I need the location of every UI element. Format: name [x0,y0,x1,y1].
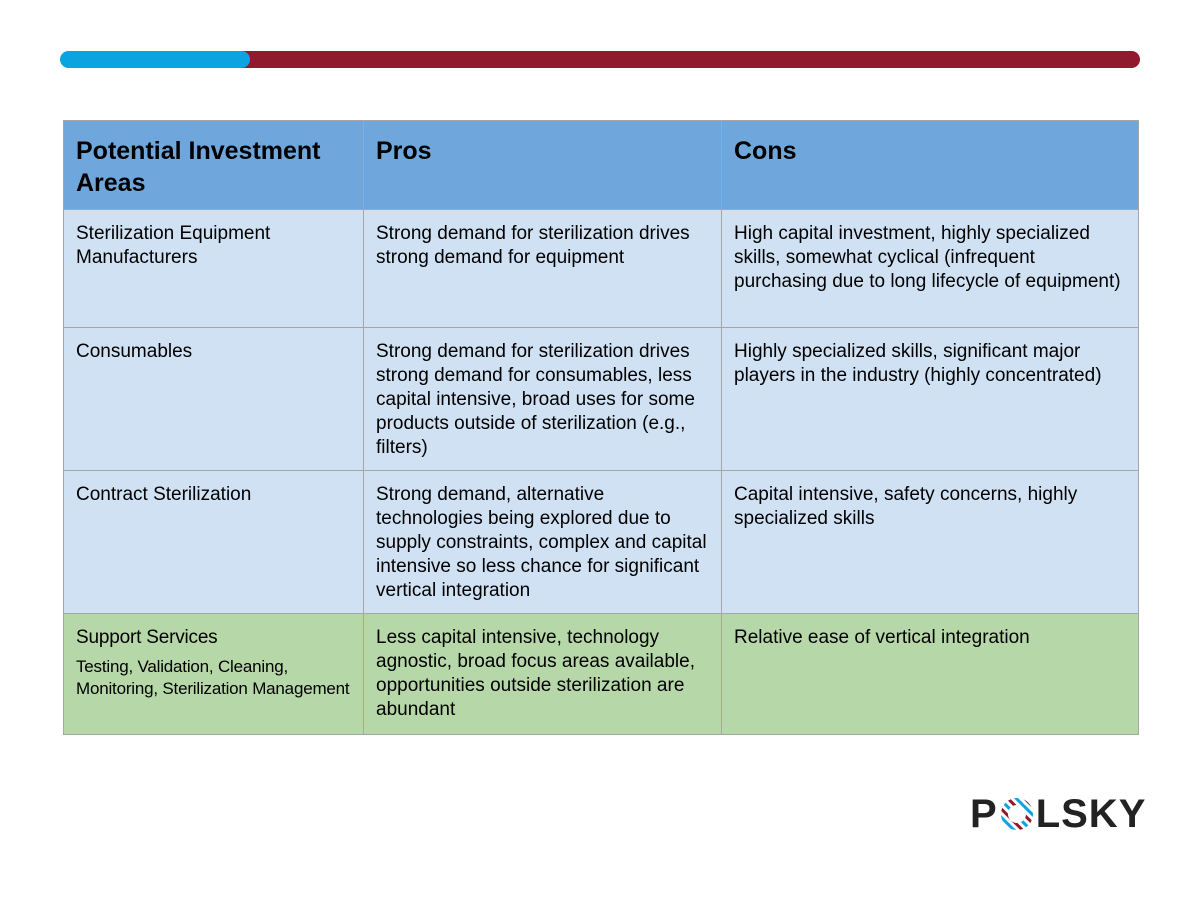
pros-cell: Strong demand for sterilization drives strong demand for equipment [364,210,722,328]
header-cons: Cons [722,121,1139,210]
table-row [64,614,1139,735]
area-detail: Testing, Validation, Cleaning, Monitoring, Sterilization Management [76,657,350,698]
cons-cell: High capital investment, highly specialized skills, somewhat cyclical (infrequent purchasing due to long lifecycle of equipment) [722,210,1139,328]
area-cell: Contract Sterilization [64,471,364,614]
pros-cell: Less capital intensive, technology agnostic, broad focus areas available, opportunities outside sterilization are abundant [364,614,722,735]
table-row [64,210,1139,328]
area-cell: Consumables [64,328,364,471]
top-accent-bar [60,51,1140,68]
investment-areas-table [63,120,1139,735]
area-title: Support Services [76,627,218,648]
logo-striped-o-icon [1000,797,1034,831]
table-header-row [64,121,1139,210]
cons-cell: Capital intensive, safety concerns, highly specialized skills [722,471,1139,614]
logo-letter-p: P [970,791,998,836]
cons-cell: Highly specialized skills, significant major players in the industry (highly concentrated) [722,328,1139,471]
logo-letters-lsky: LSKY [1035,791,1147,836]
pros-cell: Strong demand, alternative technologies being explored due to supply constraints, complex and capital intensive so less chance for significant vertical integration [364,471,722,614]
accent-bar-blue [60,51,250,68]
polsky-logo [970,790,1146,838]
header-investment-areas: Potential Investment Areas [64,121,364,210]
pros-cell: Strong demand for sterilization drives strong demand for consumables, less capital intensive, broad uses for some products outside of sterilization (e.g., filters) [364,328,722,471]
header-pros: Pros [364,121,722,210]
area-cell: Sterilization Equipment Manufacturers [64,210,364,328]
accent-bar-red [232,51,1140,68]
table-row [64,328,1139,471]
cons-cell: Relative ease of vertical integration [722,614,1139,735]
area-cell [64,614,364,735]
table-row [64,471,1139,614]
